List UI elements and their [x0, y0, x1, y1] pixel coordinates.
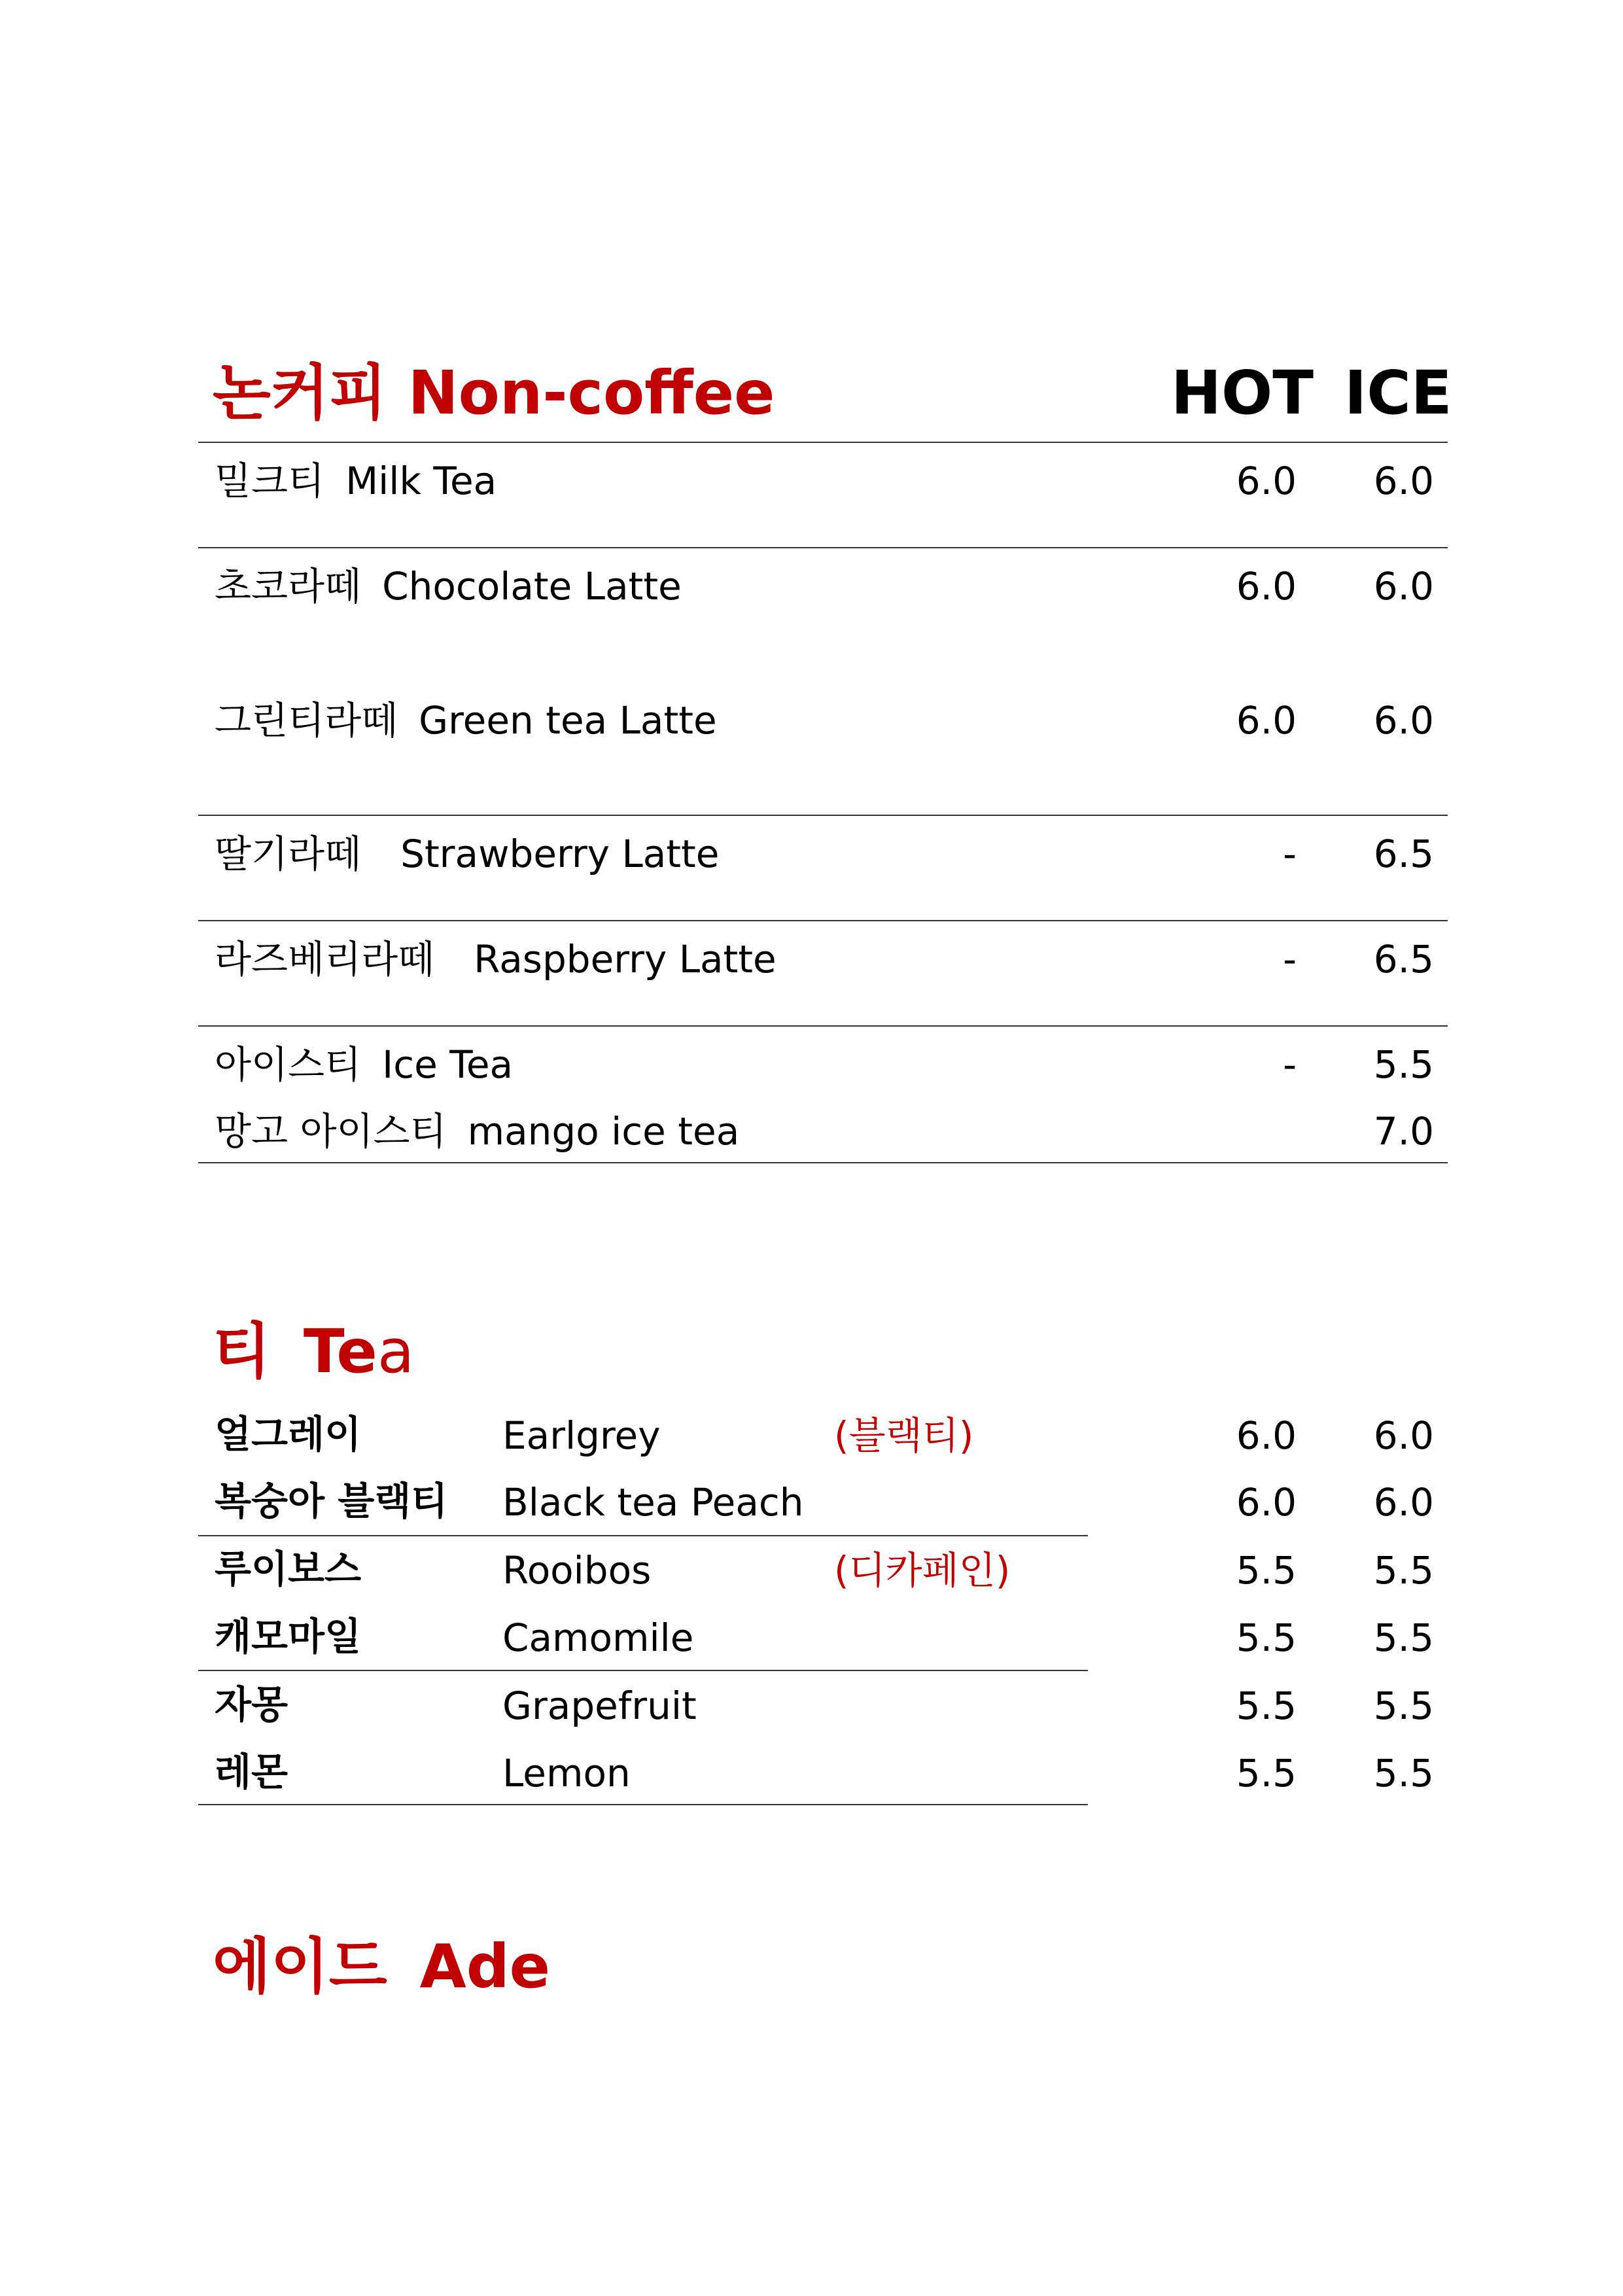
divider [198, 1804, 1088, 1805]
price-ice: 5.5 [1373, 1751, 1434, 1795]
tea-item-name-en: Black tea Peach [502, 1480, 804, 1525]
price-ice: 5.5 [1373, 1616, 1434, 1660]
item-name-kr: 라즈베리라떼 [215, 937, 435, 981]
item-name-kr: 아이스티 [215, 1042, 362, 1087]
tea-note-black: (블랙티) [834, 1413, 974, 1458]
divider [198, 547, 1448, 548]
divider [198, 1025, 1448, 1027]
price-ice: 6.5 [1373, 832, 1434, 876]
price-ice: 5.5 [1373, 1684, 1434, 1728]
item-name-en: mango ice tea [467, 1109, 740, 1154]
tea-item-name-kr: 캐모마일 [215, 1614, 362, 1659]
item-name-kr: 딸기라떼 [215, 832, 362, 876]
tea-title-kr: 티 [213, 1316, 271, 1386]
price-ice: 6.0 [1373, 1480, 1434, 1525]
price-hot: - [1283, 1042, 1297, 1087]
column-header-ice: ICE [1344, 358, 1452, 428]
price-hot: 5.5 [1236, 1684, 1297, 1728]
menu-item-name [215, 698, 717, 743]
tea-item-name-kr: 레몬 [215, 1750, 288, 1794]
tea-item-name-en: Rooibos [502, 1548, 652, 1593]
price-hot: 5.5 [1236, 1616, 1297, 1660]
divider [198, 1535, 1088, 1536]
tea-title [213, 1316, 415, 1386]
item-name-kr: 초코라떼 [215, 564, 362, 609]
divider [198, 815, 1448, 816]
price-ice: 5.5 [1373, 1548, 1434, 1593]
price-ice: 6.0 [1373, 459, 1434, 503]
ade-title [213, 1932, 551, 2002]
divider [198, 1670, 1088, 1671]
noncoffee-title-kr: 논커피 [213, 358, 387, 428]
menu-item-name [215, 1109, 740, 1154]
divider [198, 442, 1448, 443]
price-hot: 6.0 [1236, 698, 1297, 743]
price-ice: 6.0 [1373, 564, 1434, 609]
tea-item-name-en: Earlgrey [502, 1413, 661, 1458]
menu-item-name [215, 832, 720, 876]
menu-item-name [215, 459, 497, 503]
tea-item-name-en: Camomile [502, 1616, 694, 1660]
item-name-en: Green tea Latte [419, 698, 717, 743]
item-name-kr: 밀크티 [215, 459, 325, 503]
price-ice: 7.0 [1373, 1109, 1434, 1154]
divider [198, 1162, 1448, 1163]
price-ice: 5.5 [1373, 1042, 1434, 1087]
tea-title-en-b: a [377, 1316, 415, 1386]
price-ice: 6.0 [1373, 1413, 1434, 1458]
price-hot: 5.5 [1236, 1751, 1297, 1795]
menu-item-name [215, 1042, 514, 1087]
item-name-en: Ice Tea [382, 1042, 514, 1087]
tea-item-name-en: Grapefruit [502, 1684, 697, 1728]
price-hot: 6.0 [1236, 1413, 1297, 1458]
tea-item-name-kr: 루이보스 [215, 1547, 362, 1591]
item-name-en: Chocolate Latte [382, 564, 682, 609]
ade-title-en: Ade [419, 1932, 551, 2002]
price-hot: - [1283, 832, 1297, 876]
tea-title-en-a: Te [303, 1316, 377, 1386]
tea-item-name-kr: 복숭아 블랙티 [215, 1479, 448, 1523]
noncoffee-title [213, 358, 775, 428]
menu-item-name [215, 937, 777, 981]
price-hot: - [1283, 937, 1297, 981]
tea-item-name-en: Lemon [502, 1751, 631, 1795]
divider [198, 920, 1448, 921]
price-hot: 6.0 [1236, 564, 1297, 609]
price-hot: 6.0 [1236, 459, 1297, 503]
item-name-kr: 망고 아이스티 [215, 1109, 447, 1154]
price-ice: 6.0 [1373, 698, 1434, 743]
item-name-en: Milk Tea [345, 459, 497, 503]
price-ice: 6.5 [1373, 937, 1434, 981]
item-name-kr: 그린티라떼 [215, 698, 398, 743]
ade-title-kr: 에이드 [213, 1932, 387, 2002]
price-hot: 6.0 [1236, 1480, 1297, 1525]
item-name-en: Raspberry Latte [474, 937, 777, 981]
noncoffee-title-en: Non-coffee [408, 358, 775, 428]
menu-item-name [215, 564, 682, 609]
price-hot: 5.5 [1236, 1548, 1297, 1593]
item-name-en: Strawberry Latte [400, 832, 720, 876]
tea-item-name-kr: 자몽 [215, 1682, 288, 1727]
tea-item-name-kr: 얼그레이 [215, 1412, 362, 1457]
column-header-hot: HOT [1171, 358, 1314, 428]
tea-note-decaf: (디카페인) [834, 1548, 1011, 1593]
